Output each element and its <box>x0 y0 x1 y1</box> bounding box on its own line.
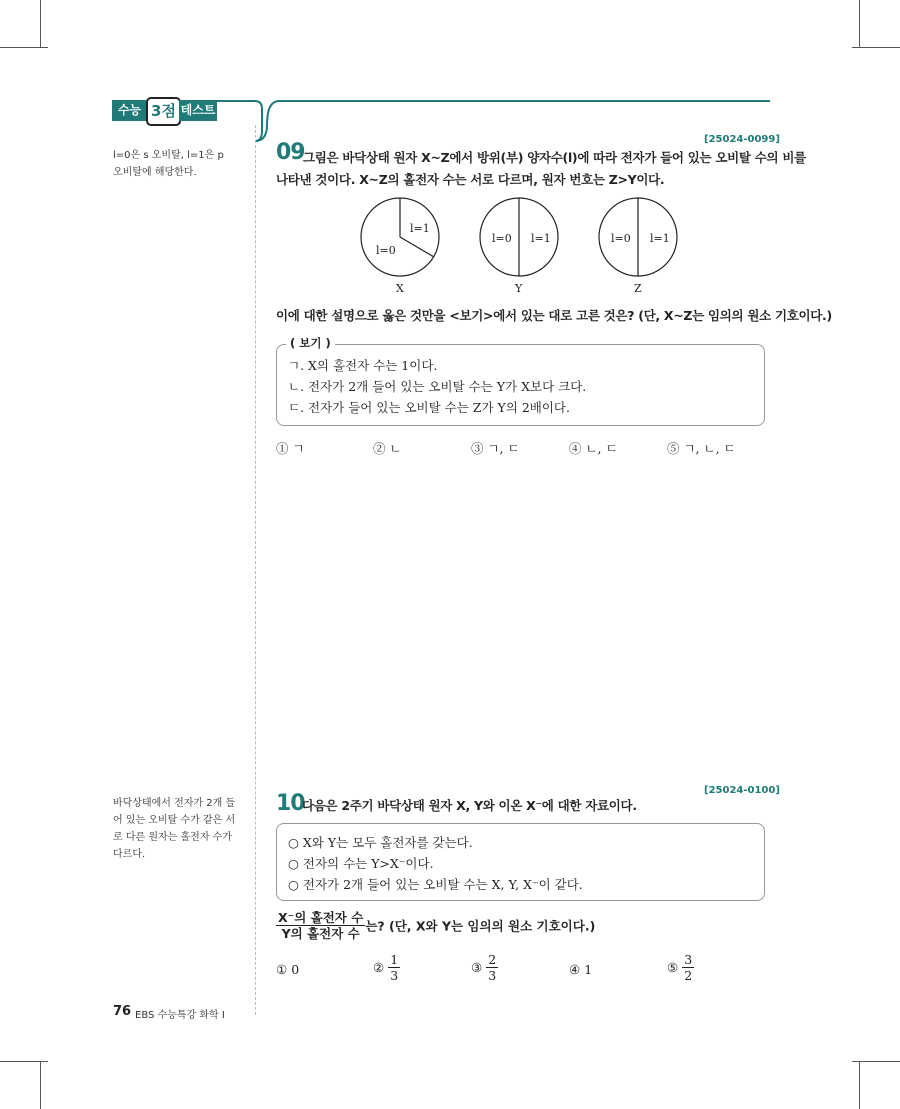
column-divider <box>255 125 256 1015</box>
header-rule <box>215 95 770 145</box>
page-number: 76 <box>113 1004 132 1019</box>
sidebar-note-line: 오비탈에 해당한다. <box>113 167 197 178</box>
q10-item: ○ 전자가 2개 들어 있는 오비탈 수는 X, Y, X⁻이 같다. <box>288 877 583 892</box>
q10-frac-num: X⁻의 홀전자 수 <box>278 910 364 925</box>
q9-prompt: 이에 대한 설명으로 옳은 것만을 <보기>에서 있는 대로 고른 것은? (단, X~Z는 임의의 원소 기호이다.) <box>276 308 832 323</box>
circle-y-label-a: l=0 <box>492 232 512 245</box>
q10-choice-1[interactable] <box>276 962 299 977</box>
q10-item: ○ X와 Y는 모두 홀전자를 갖는다. <box>288 835 473 850</box>
choice-fraction <box>388 952 400 983</box>
q10-number: 10 <box>276 791 305 816</box>
bogi-bracket-icon: ( <box>290 336 296 350</box>
choice-den: 2 <box>684 968 693 983</box>
q9-item: ㄷ. 전자가 들어 있는 오비탈 수는 Z가 Y의 2배이다. <box>288 400 570 415</box>
crop-mark <box>40 1061 41 1109</box>
choice-value: 1 <box>584 962 593 977</box>
q10-choice-5[interactable] <box>667 952 694 983</box>
choice-num: 1 <box>390 952 399 967</box>
choice-mark: ④ <box>569 962 581 977</box>
q10-choice-3[interactable] <box>471 952 498 983</box>
q10-choice-4[interactable] <box>569 962 592 977</box>
q9-text-line2: 나타낸 것이다. X~Z의 홀전자 수는 서로 다르며, 원자 번호는 Z>Y이다. <box>276 172 665 187</box>
q10-choice-2[interactable] <box>373 952 400 983</box>
sidebar-note-line: l=0은 s 오비탈, l=1은 p <box>113 150 224 161</box>
q10-code: [25024-0100] <box>704 785 780 796</box>
sidebar-note-line: 바닥상태에서 전자가 2개 들 <box>113 798 236 809</box>
choice-mark: ③ <box>471 960 483 975</box>
q9-choice-5[interactable]: ⑤ ㄱ, ㄴ, ㄷ <box>667 441 736 456</box>
crop-mark <box>40 0 41 48</box>
sidebar-note-line: 로 다른 원자는 홀전자 수가 <box>113 832 232 843</box>
circle-z-label-b: l=1 <box>650 232 670 245</box>
q10-frac-den: Y의 홀전자 수 <box>281 926 360 941</box>
circle-diagrams <box>355 195 695 285</box>
circle-x <box>361 198 439 276</box>
choice-num: 2 <box>488 952 497 967</box>
q9-choice-1[interactable]: ① ㄱ <box>276 441 305 456</box>
book-title: EBS 수능특강 화학 Ⅰ <box>135 1010 225 1021</box>
q9-text-line1: 그림은 바닥상태 원자 X~Z에서 방위(부) 양자수(l)에 따라 전자가 들어 있는 오비탈 수의 비를 <box>303 150 806 165</box>
q10-prompt-rest: 는? (단, X와 Y는 임의의 원소 기호이다.) <box>365 918 596 934</box>
q9-code: [25024-0099] <box>704 134 780 145</box>
q9-choice-3[interactable]: ③ ㄱ, ㄷ <box>471 441 520 456</box>
crop-mark <box>859 1061 860 1109</box>
circle-x-name: X <box>396 282 404 295</box>
q9-bogi-title <box>286 335 335 351</box>
header-tag-mid: 3점 <box>146 97 181 126</box>
circle-z-name: Z <box>634 282 642 295</box>
circle-y-name: Y <box>515 282 523 295</box>
sidebar-note-line: 다르다. <box>113 849 146 860</box>
q9-choice-2[interactable]: ② ㄴ <box>373 441 402 456</box>
sidebar-note-1 <box>113 147 224 181</box>
bogi-bracket-icon: ) <box>325 336 331 350</box>
choice-mark: ⑤ <box>667 960 679 975</box>
q10-prompt <box>276 910 595 941</box>
crop-mark <box>859 0 860 48</box>
choice-value: 0 <box>291 962 300 977</box>
header-tag-right: 테스트 <box>179 100 217 121</box>
choice-den: 3 <box>488 968 497 983</box>
circle-y-label-b: l=1 <box>531 232 551 245</box>
choice-num: 3 <box>684 952 693 967</box>
q9-item: ㄱ. X의 홀전자 수는 1이다. <box>288 358 438 373</box>
choice-mark: ② <box>373 960 385 975</box>
q9-item: ㄴ. 전자가 2개 들어 있는 오비탈 수는 Y가 X보다 크다. <box>288 379 587 394</box>
bogi-title-text: 보기 <box>299 336 322 350</box>
circle-z-label-a: l=0 <box>611 232 631 245</box>
sidebar-note-2 <box>113 795 235 863</box>
q10-fraction <box>276 910 365 941</box>
q10-item: ○ 전자의 수는 Y>X⁻이다. <box>288 856 434 871</box>
choice-mark: ① <box>276 962 288 977</box>
q9-number: 09 <box>276 140 305 165</box>
choice-den: 3 <box>390 968 399 983</box>
choice-fraction <box>486 952 498 983</box>
sidebar-note-line: 어 있는 오비탈 수가 같은 서 <box>113 815 236 826</box>
circle-x-label-a: l=1 <box>410 222 430 235</box>
q10-text: 다음은 2주기 바닥상태 원자 X, Y와 이온 X⁻에 대한 자료이다. <box>302 798 637 813</box>
header-tag-left: 수능 <box>112 100 147 121</box>
q9-choice-4[interactable]: ④ ㄴ, ㄷ <box>569 441 618 456</box>
circle-x-label-b: l=0 <box>376 244 396 257</box>
choice-fraction <box>682 952 694 983</box>
